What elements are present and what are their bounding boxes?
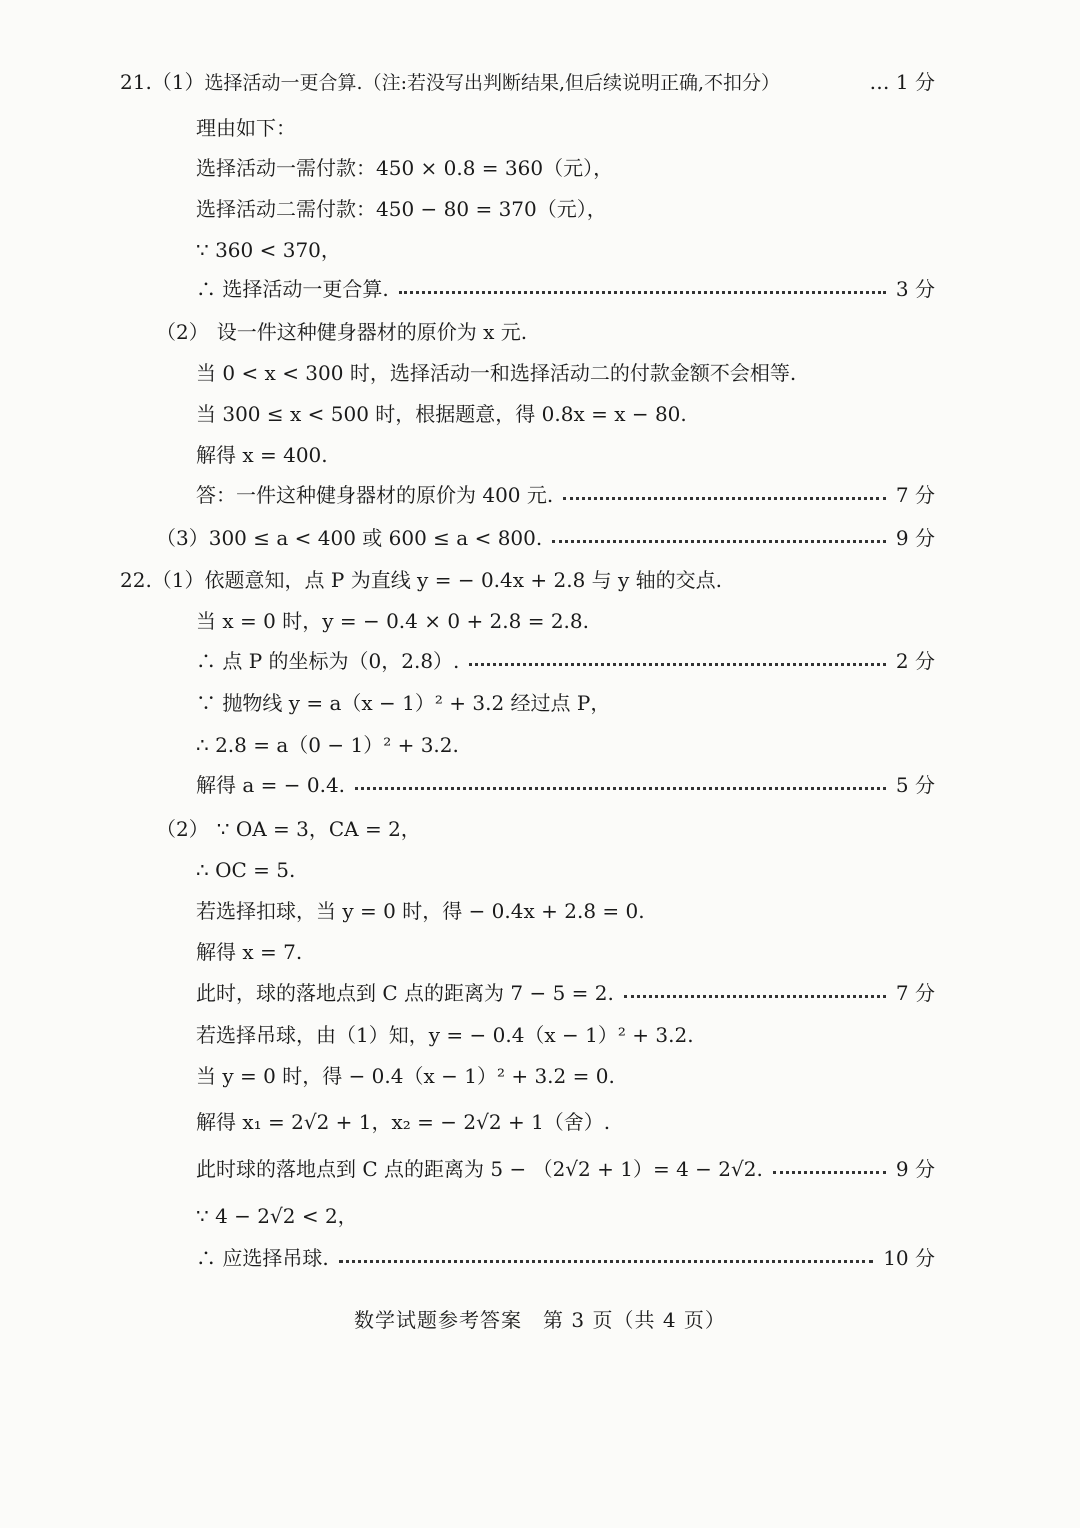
line-text: 解得 x = 7. [196, 940, 303, 964]
line-text: 当 300 ≤ x < 500 时，根据题意，得 0.8x = x − 80. [196, 402, 687, 426]
answer-line [196, 607, 589, 635]
line-text: ∴ OC = 5. [196, 858, 296, 882]
score-label: 10 分 [883, 1246, 935, 1270]
line-text: 选择活动一需付款：450 × 0.8 = 360（元）， [196, 156, 614, 180]
leader-dots [399, 291, 886, 294]
answer-line [196, 1062, 615, 1090]
line-text: 理由如下： [196, 116, 296, 140]
answer-line [196, 1021, 694, 1049]
leader-dots [624, 995, 886, 998]
line-text: 此时球的落地点到 C 点的距离为 5 − （2√2 + 1）= 4 − 2√2. [196, 1157, 763, 1181]
score-label: 7 分 [895, 981, 935, 1005]
answer-line [196, 195, 607, 223]
line-text: 当 0 < x < 300 时，选择活动一和选择活动二的付款金额不会相等. [196, 361, 797, 385]
question-number: 22.（1） [120, 568, 205, 592]
answer-line [196, 1202, 358, 1230]
leader-dots [339, 1260, 873, 1263]
line-text: ∴ 应选择吊球. [196, 1246, 329, 1270]
answer-line [120, 566, 722, 594]
answer-line [196, 731, 459, 759]
answer-line [196, 689, 610, 717]
score-label: 7 分 [895, 483, 935, 507]
line-text: 依题意知，点 P 为直线 y = − 0.4x + 2.8 与 y 轴的交点. [204, 568, 723, 592]
score-label: 2 分 [895, 649, 935, 673]
line-text: （3）300 ≤ a < 400 或 600 ≤ a < 800. [156, 526, 543, 550]
score-label: 3 分 [895, 277, 935, 301]
answer-line [196, 359, 796, 387]
leader-dots [563, 497, 886, 500]
answer-line [196, 1108, 610, 1136]
answer-line [196, 481, 935, 509]
line-text: 选择活动一更合算.（注:若没写出判断结果,但后续说明正确,不扣分） [204, 72, 781, 94]
line-text: ∵ 360 < 370， [196, 238, 341, 262]
line-text: 解得 a = − 0.4. [196, 773, 346, 797]
answer-line [196, 236, 341, 264]
line-text: ∴ 选择活动一更合算. [196, 277, 389, 301]
answer-line [196, 979, 935, 1007]
line-text: ∴ 点 P 的坐标为（0，2.8）. [196, 649, 460, 673]
line-text: ∵ 抛物线 y = a（x − 1）² + 3.2 经过点 P， [196, 691, 611, 715]
answer-line [196, 856, 295, 884]
answer-line [196, 897, 645, 925]
question-number: （2） [156, 320, 209, 344]
line-text: 设一件这种健身器材的原价为 x 元. [216, 320, 528, 344]
answer-line [196, 441, 328, 469]
line-text: ∵ OA = 3，CA = 2， [216, 817, 421, 841]
answer-line [196, 647, 935, 675]
question-number: （2） [156, 817, 209, 841]
leader-dots [469, 663, 885, 666]
line-text: 若选择吊球，由（1）知，y = − 0.4（x − 1）² + 3.2. [196, 1023, 694, 1047]
answer-line [196, 154, 613, 182]
line-text: 解得 x₁ = 2√2 + 1，x₂ = − 2√2 + 1（舍）. [196, 1110, 611, 1134]
answer-line [156, 318, 527, 346]
leader-dots [355, 787, 886, 790]
score-label: 5 分 [895, 773, 935, 797]
line-text: 答：一件这种健身器材的原价为 400 元. [196, 483, 554, 507]
answer-line [196, 938, 302, 966]
score-label: … 1 分 [869, 70, 935, 94]
leader-dots [773, 1171, 886, 1174]
score-label: 9 分 [895, 1157, 935, 1181]
line-text: 当 x = 0 时，y = − 0.4 × 0 + 2.8 = 2.8. [196, 609, 589, 633]
answer-line [196, 771, 935, 799]
line-text: 当 y = 0 时，得 − 0.4（x − 1）² + 3.2 = 0. [196, 1064, 615, 1088]
answer-line [196, 1155, 935, 1183]
leader-dots [552, 540, 886, 543]
line-text: ∴ 2.8 = a（0 − 1）² + 3.2. [196, 733, 459, 757]
answer-line [196, 1244, 935, 1272]
line-text: 若选择扣球，当 y = 0 时，得 − 0.4x + 2.8 = 0. [196, 899, 645, 923]
score-label: 9 分 [895, 526, 935, 550]
answer-line [196, 400, 687, 428]
line-text: 解得 x = 400. [196, 443, 328, 467]
answer-line [196, 275, 935, 303]
answer-line [120, 68, 935, 97]
line-text: ∵ 4 − 2√2 < 2， [196, 1204, 358, 1228]
line-text: 选择活动二需付款：450 − 80 = 370（元）， [196, 197, 607, 221]
answer-line [196, 114, 296, 142]
answer-line [156, 524, 935, 552]
answer-line [156, 815, 421, 843]
page-footer: 数学试题参考答案 第 3 页（共 4 页） [354, 1308, 726, 1332]
question-number: 21.（1） [120, 70, 205, 94]
line-text: 此时，球的落地点到 C 点的距离为 7 − 5 = 2. [196, 981, 614, 1005]
